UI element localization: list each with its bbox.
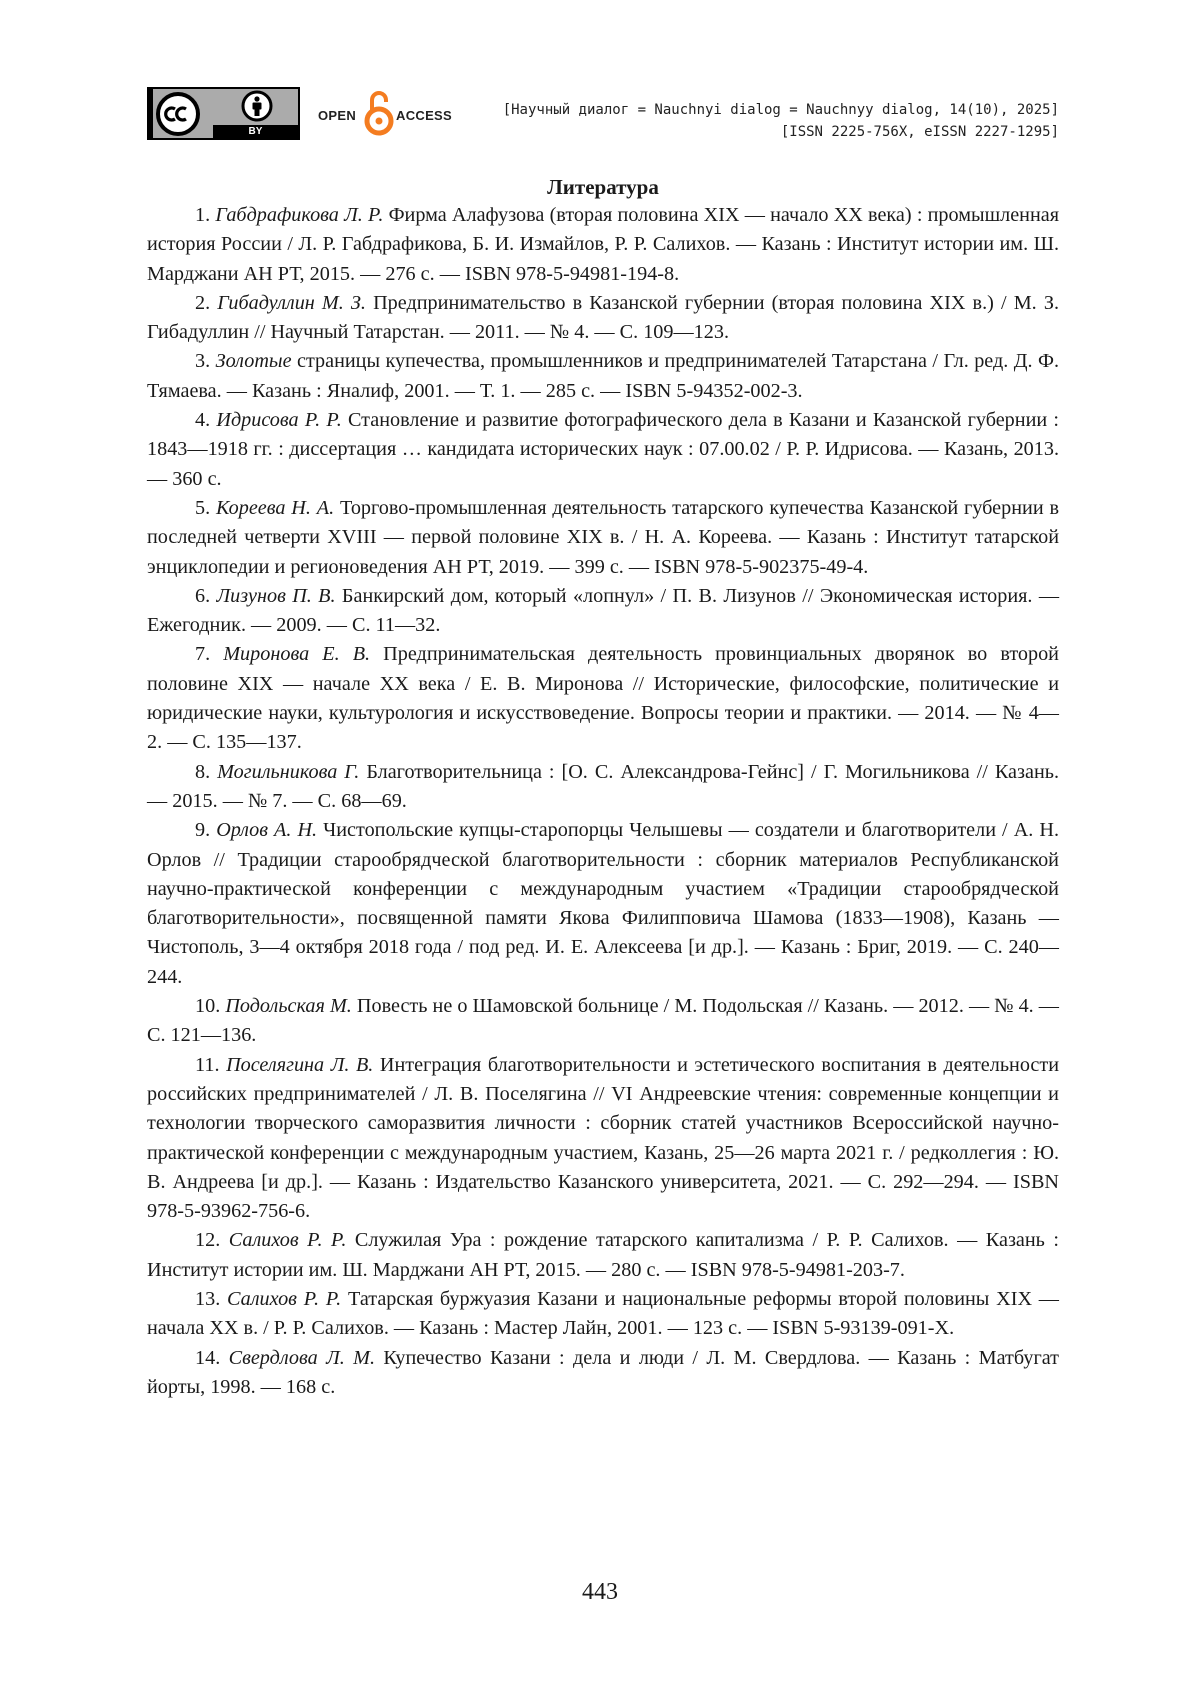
reference-item xyxy=(147,201,1059,289)
reference-number: 8. xyxy=(195,760,211,783)
open-access-open-label: OPEN xyxy=(318,108,357,123)
reference-number: 3. xyxy=(195,350,211,373)
reference-item xyxy=(147,406,1059,494)
attribution-person-icon xyxy=(241,90,273,122)
reference-item xyxy=(147,494,1059,582)
reference-author: Миронова Е. В. xyxy=(223,643,371,666)
reference-author: Салихов Р. Р. xyxy=(228,1229,347,1252)
reference-list xyxy=(147,201,1059,1402)
reference-author: Гибадуллин М. З. xyxy=(217,291,366,314)
reference-number: 4. xyxy=(195,409,211,432)
reference-number: 11. xyxy=(195,1053,220,1076)
reference-text: Предпринимательская деятельность провинциальных дворянок во второй половине XIX — начале XX века / Е. В. Миронова // Исторические, философские, политические и юридические науки, культурология и искусствоведение. Вопросы теории и практики. — 2014. — № 4—2. — С. 135—137. xyxy=(147,643,1059,754)
license-by-label: BY xyxy=(213,125,298,138)
reference-item xyxy=(147,289,1059,348)
reference-author: Лизунов П. В. xyxy=(216,584,336,607)
cc-by-license-badge xyxy=(147,87,300,140)
open-access-logo xyxy=(318,88,468,138)
section-title: Литература xyxy=(547,175,659,199)
reference-number: 7. xyxy=(195,643,211,666)
reference-number: 6. xyxy=(195,584,211,607)
reference-author: Идрисова Р. Р. xyxy=(216,409,342,432)
reference-number: 1. xyxy=(195,204,211,226)
reference-text: Купечество Казани : дела и люди / Л. М. Свердлова. — Казань : Матбугат йорты, 1998. — 168 с. xyxy=(147,1346,1059,1398)
reference-text: Благотворительница : [О. С. Александрова-Гейнс] / Г. Могильникова // Казань. — 2015. — № 7. — С. 68—69. xyxy=(147,760,1060,812)
issn-line: [ISSN 2225-756X, eISSN 2227-1295] xyxy=(780,124,1059,140)
reference-author: Габдрафикова Л. Р. xyxy=(215,204,384,226)
reference-text: Торгово-промышленная деятельность татарского купечества Казанской губернии в последней четверти XVIII — первой половине XIX в. / Н. А. Кореева. — Казань : Институт татарской энциклопедии и регионоведения АН РТ, 2019. — 399 с. — ISBN 978-5-902375-49-4. xyxy=(147,496,1060,578)
reference-item xyxy=(147,1051,1059,1227)
reference-number: 12. xyxy=(195,1229,221,1252)
reference-item xyxy=(147,816,1059,992)
reference-item xyxy=(147,1226,1059,1285)
reference-number: 2. xyxy=(195,291,211,314)
reference-author: Салихов Р. Р. xyxy=(227,1287,342,1310)
cc-icon xyxy=(154,90,202,138)
open-lock-icon xyxy=(364,88,394,136)
reference-item xyxy=(147,347,1059,406)
reference-text: Фирма Алафузова (вторая половина XIX — начало XX века) : промышленная история России / Л. Р. Габдрафикова, Б. И. Измайлов, Р. Р. Салихов. — Казань : Институт истории им. Ш. Марджани АН РТ, 2015. — 276 с. — ISBN 978-5-94981-194-8. xyxy=(147,204,1060,285)
reference-author: Поселягина Л. В. xyxy=(226,1053,374,1076)
journal-citation-line: [Научный диалог = Nauchnyi dialog = Nauchnyy dialog, 14(10), 2025] xyxy=(502,102,1059,118)
reference-author: Свердлова Л. М. xyxy=(228,1346,376,1369)
reference-text: Служилая Ура : рождение татарского капитализма / Р. Р. Салихов. — Казань : Институт истории им. Ш. Марджани АН РТ, 2015. — 280 с. — ISBN 978-5-94981-203-7. xyxy=(147,1229,1060,1281)
reference-author: Подольская М. xyxy=(225,995,352,1018)
reference-number: 9. xyxy=(195,819,211,842)
reference-number: 13. xyxy=(195,1287,221,1310)
reference-author: Могильникова Г. xyxy=(217,760,360,783)
open-access-access-label: ACCESS xyxy=(396,108,452,123)
reference-text: Чистопольские купцы-старопорцы Челышевы — создатели и благотворители / А. Н. Орлов // Традиции старообрядческой благотворительности : сборник материалов Республиканской научно-практической конференции с международным участием «Традиции старообрядческой благотворительности», посвященной памяти Якова Филипповича Шамова (1833—1908), Казань — Чистополь, 3—4 октября 2018 года / под ред. И. Е. Алексеева [и др.]. — Казань : Бриг, 2019. — С. 240—244. xyxy=(147,819,1059,988)
reference-author: Кореева Н. А. xyxy=(216,496,335,519)
page-number: 443 xyxy=(582,1579,618,1605)
reference-item xyxy=(147,1344,1059,1403)
reference-text: Становление и развитие фотографического дела в Казани и Казанской губернии : 1843—1918 гг. : диссертация … кандидата исторических наук : 07.00.02 / Р. Р. Идрисова. — Казань, 2013. — 360 с. xyxy=(147,409,1060,490)
reference-text: Банкирский дом, который «лопнул» / П. В. Лизунов // Экономическая история. — Ежегодник. — 2009. — С. 11—32. xyxy=(147,584,1060,637)
reference-text: страницы купечества, промышленников и предпринимателей Татарстана / Гл. ред. Д. Ф. Тямаева. — Казань : Яналиф, 2001. — Т. 1. — 285 с. — ISBN 5-94352-002-3. xyxy=(147,350,1060,402)
reference-item xyxy=(147,582,1059,641)
reference-number: 10. xyxy=(195,995,221,1018)
reference-item xyxy=(147,640,1059,757)
reference-text: Предпринимательство в Казанской губернии (вторая половина XIX в.) / М. З. Гибадуллин // Научный Татарстан. — 2011. — № 4. — С. 109—123. xyxy=(147,291,1060,344)
reference-author: Орлов А. Н. xyxy=(216,819,318,842)
reference-text: Татарская буржуазия Казани и национальные реформы второй половины XIX — начала XX в. / Р. Р. Салихов. — Казань : Мастер Лайн, 2001. — 123 с. — ISBN 5-93139-091-X. xyxy=(147,1287,1059,1340)
reference-author: Золотые xyxy=(215,350,292,373)
reference-item xyxy=(147,758,1059,817)
reference-text: Повесть не о Шамовской больнице / М. Подольская // Казань. — 2012. — № 4. — С. 121—136. xyxy=(147,995,1059,1047)
reference-number: 14. xyxy=(195,1346,221,1369)
reference-number: 5. xyxy=(195,496,211,519)
reference-item xyxy=(147,992,1059,1051)
reference-item xyxy=(147,1285,1059,1344)
reference-text: Интеграция благотворительности и эстетического воспитания в деятельности российских предпринимателей / Л. В. Поселягина // VI Андреевские чтения: современные концепции и технологии творческого саморазвития личности : сборник статей участников Всероссийской научно-практической конференции с международным участием, Казань, 25—26 марта 2021 г. / редколлегия : Ю. В. Андреева [и др.]. — Казань : Издательство Казанского университета, 2021. — С. 292—294. — ISBN 978-5-93962-756-6. xyxy=(147,1053,1060,1223)
